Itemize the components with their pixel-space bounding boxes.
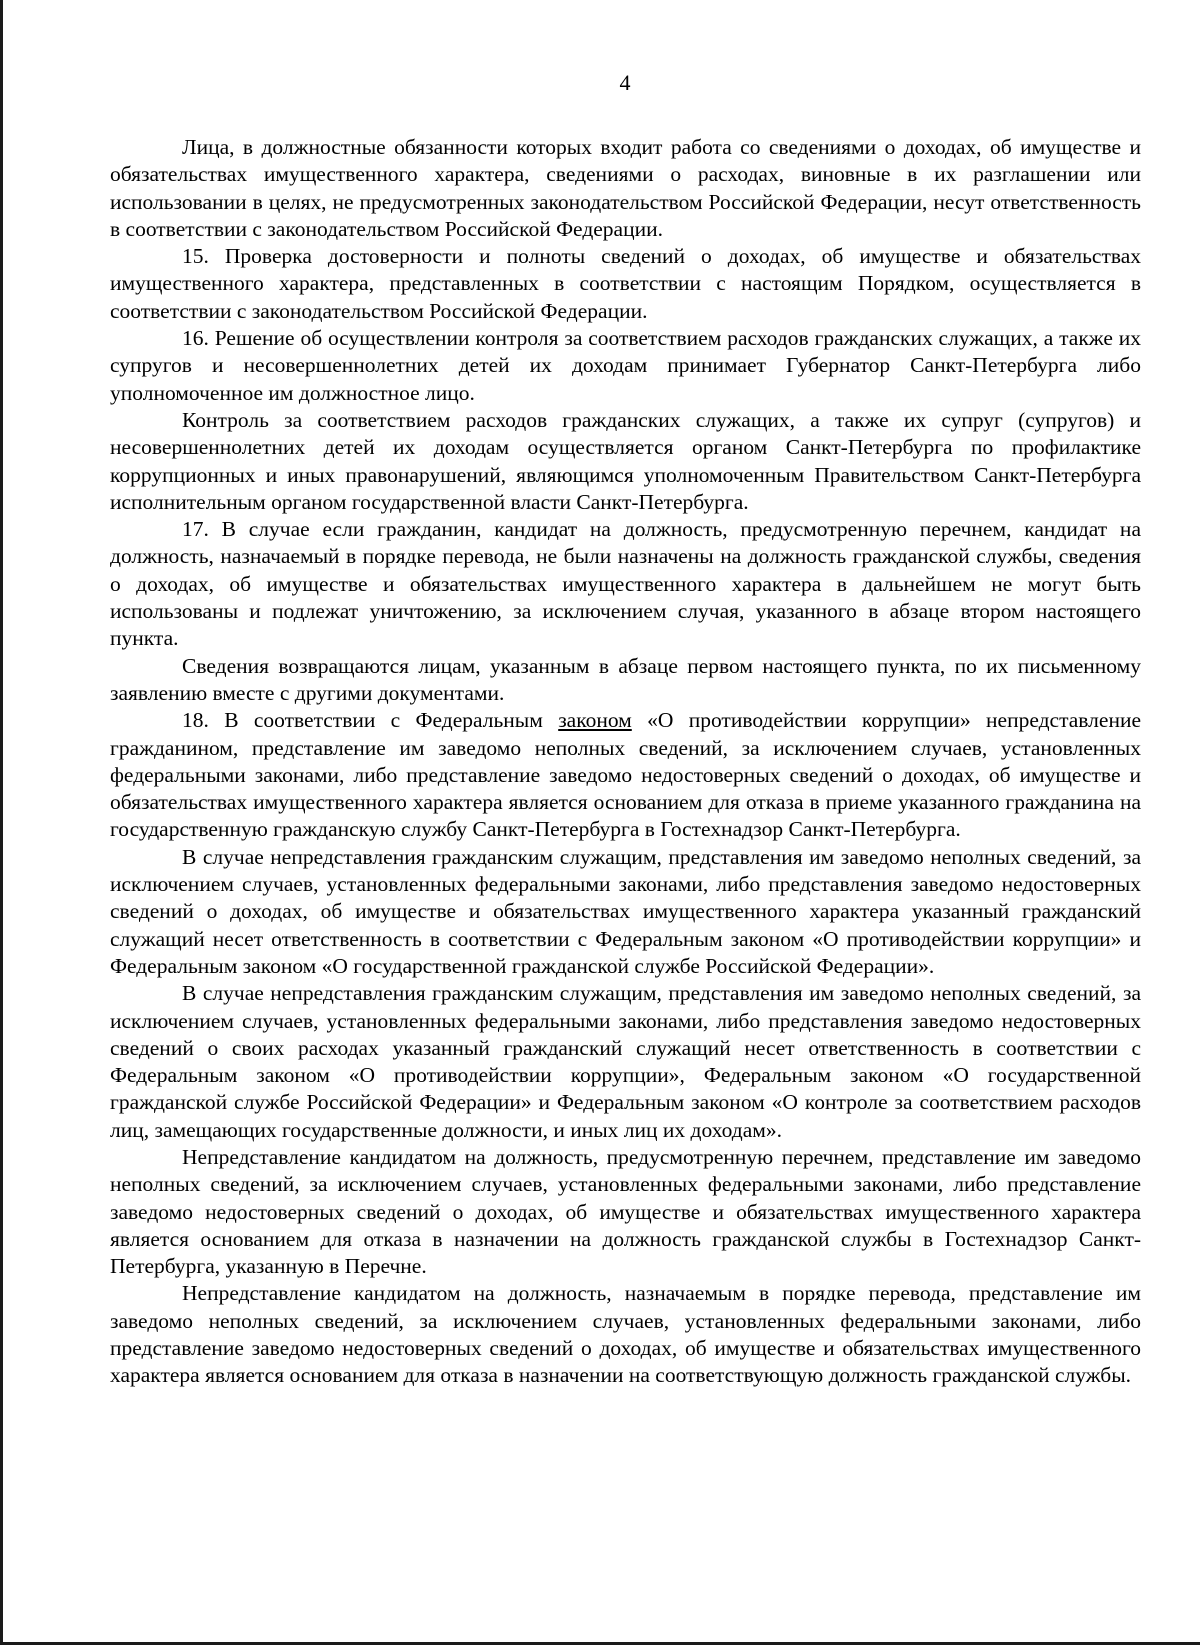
document-body: [110, 134, 1141, 1390]
paragraph-16: 16. Решение об осуществлении контроля за соответствием расходов гражданских служащих, а также их супругов и несовершеннолетних детей их доходам принимает Губернатор Санкт-Петербурга либо уполномоченное им должностное лицо.: [110, 326, 1141, 405]
paragraph-16-control: Контроль за соответствием расходов гражданских служащих, а также их супруг (супругов) и несовершеннолетних детей их доходам осуществляется органом Санкт-Петербурга по профилактике коррупционных и иных правонарушений, являющимся уполномоченным Правительством Санкт-Петербурга исполнительным органом государственной власти Санкт-Петербурга.: [110, 407, 1141, 514]
paragraph-18-transfer-candidate: Непредставление кандидатом на должность, назначаемым в порядке перевода, представление им заведомо неполных сведений, за исключением случаев, установленных федеральными законами, либо представление заведомо недостоверных сведений о доходах, об имуществе и обязательствах имущественного характера является основанием для отказа в назначении на соответствующую должность гражданской службы.: [110, 1281, 1141, 1388]
paragraph-15: 15. Проверка достоверности и полноты сведений о доходах, об имуществе и обязательствах имущественного характера, представленных в соответствии с настоящим Порядком, осуществляется в соответствии с законодательством Российской Федерации.: [110, 244, 1141, 323]
law-link[interactable]: законом: [558, 708, 632, 733]
paragraph-17: 17. В случае если гражданин, кандидат на должность, предусмотренную перечнем, кандидат на должность, назначаемый в порядке перевода, не были назначены на должность гражданской службы, сведения о доходах, об имуществе и обязательствах имущественного характера в дальнейшем не могут быть использованы и подлежат уничтожению, за исключением случая, указанного в абзаце втором настоящего пункта.: [110, 517, 1141, 651]
paragraph-17-return: Сведения возвращаются лицам, указанным в абзаце первом настоящего пункта, по их письменному заявлению вместе с другими документами.: [110, 653, 1141, 705]
paragraph-18-rest: «О противодействии коррупции» непредставление гражданином, представление им заведомо неполных сведений, за исключением случаев, установленных федеральными законами, либо представление заведомо недостоверных сведений о доходах, об имуществе и обязательствах имущественного характера является основанием для отказа в приеме указанного гражданина на государственную гражданскую службу Санкт-Петербурга в Гостехнадзор Санкт-Петербурга.: [110, 708, 1141, 842]
paragraph-confidentiality: Лица, в должностные обязанности которых входит работа со сведениями о доходах, об имуществе и обязательствах имущественного характера, сведениями о расходах, виновные в их разглашении или использовании в целях, не предусмотренных законодательством Российской Федерации, несут ответственность в соответствии с законодательством Российской Федерации.: [110, 135, 1141, 241]
scan-edge-left: [0, 0, 3, 1645]
paragraph-18: [110, 707, 1141, 843]
paragraph-18-liability-expenses: В случае непредставления гражданским служащим, представления им заведомо неполных сведений, за исключением случаев, установленных федеральными законами, либо представления заведомо недостоверных сведений о своих расходах указанный гражданский служащий несет ответственность в соответствии с Федеральным законом «О противодействии коррупции», Федеральным законом «О государственной гражданской службе Российской Федерации» и Федеральным законом «О контроле за соответствием расходов лиц, замещающих государственные должности, и иных лиц их доходам».: [110, 981, 1141, 1142]
paragraph-18-start: 18. В соответствии с Федеральным: [182, 708, 559, 733]
paragraph-18-candidate: Непредставление кандидатом на должность, предусмотренную перечнем, представление им заведомо неполных сведений, за исключением случаев, установленных федеральными законами, либо представление заведомо недостоверных сведений о доходах, об имуществе и обязательствах имущественного характера является основанием для отказа в назначении на должность гражданской службы в Гостехнадзор Санкт-Петербурга, указанную в Перечне.: [110, 1144, 1141, 1279]
paragraph-18-liability-income: В случае непредставления гражданским служащим, представления им заведомо неполных сведений, за исключением случаев, установленных федеральными законами, либо представления заведомо недостоверных сведений о доходах, об имуществе и обязательствах имущественного характера указанный гражданский служащий несет ответственность в соответствии с Федеральным законом «О противодействии коррупции» и Федеральным законом «О государственной гражданской службе Российской Федерации».: [110, 844, 1141, 978]
page-number: 4: [619, 70, 631, 95]
